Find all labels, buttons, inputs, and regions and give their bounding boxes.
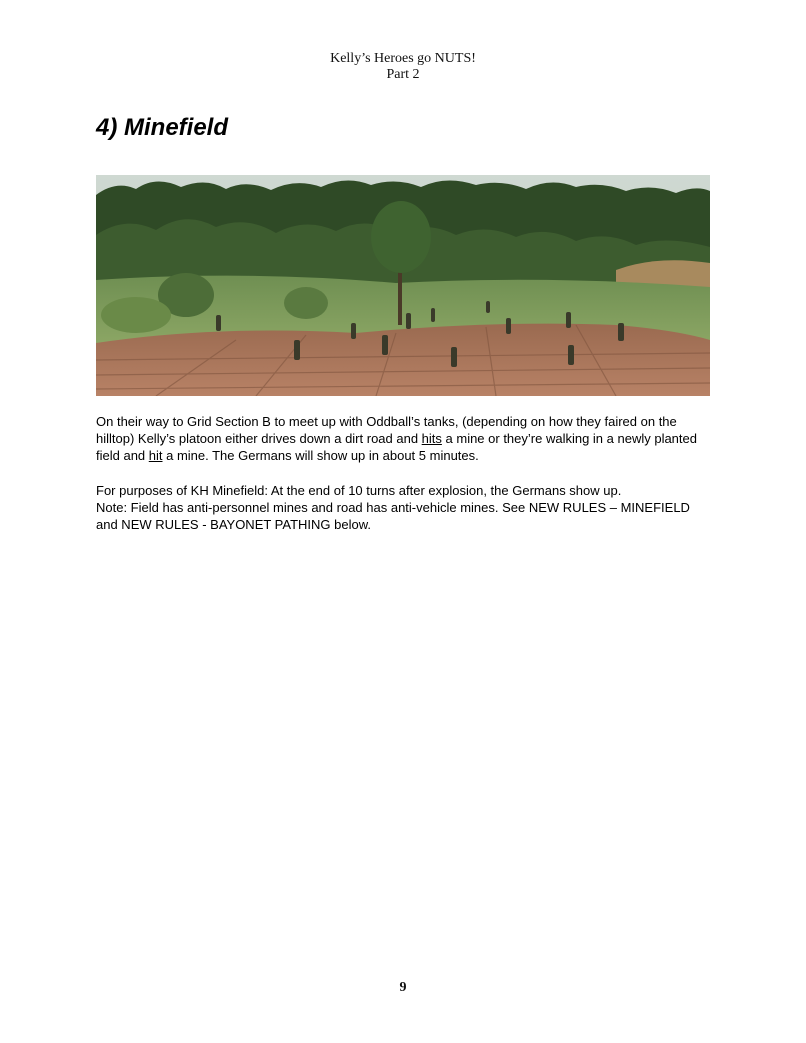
photo-illustration: [96, 175, 710, 396]
section-title: 4) Minefield: [96, 114, 229, 141]
intro-text-3: a mine. The Germans will show up in about 5 minutes.: [162, 448, 479, 463]
page-number: 9: [399, 980, 407, 995]
rules-line-1: For purposes of KH Minefield: At the end of 10 turns after explosion, the Germans show up.: [96, 483, 622, 498]
rules-line-2: Note: Field has anti-personnel mines and road has anti-vehicle mines. See NEW RULES – MINEFIELD and NEW RULES - BAYONET PATHING below.: [96, 500, 690, 532]
header-title: Kelly’s Heroes go NUTS!: [330, 51, 476, 66]
hit-underline: hit: [148, 448, 163, 463]
hits-underline: hits: [421, 431, 442, 446]
header-subtitle: Part 2: [386, 67, 420, 82]
intro-text-2: a mine or they’re walking in a newly planted field and: [96, 431, 697, 463]
rules-paragraph: [96, 482, 714, 533]
minefield-photo: [96, 175, 710, 396]
page-header: [0, 51, 806, 83]
intro-text-1: On their way to Grid Section B to meet up with Oddball’s tanks, (depending on how they faired on the hilltop) Kelly’s platoon either drives down a dirt road and: [96, 414, 677, 446]
intro-paragraph: [96, 413, 714, 464]
